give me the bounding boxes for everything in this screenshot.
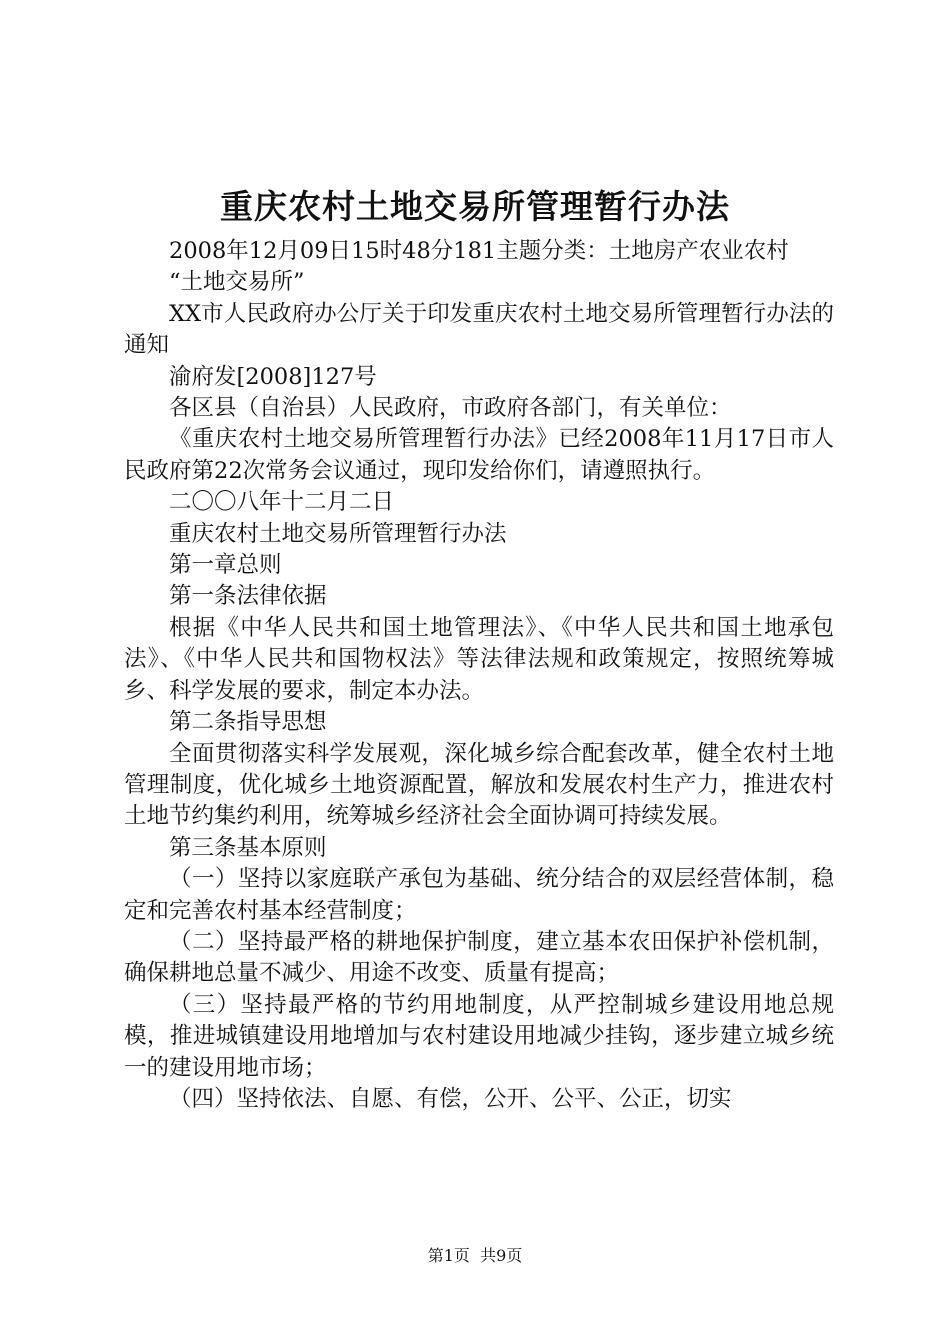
principle-item: （四）坚持依法、自愿、有偿，公开、公平、公正，切实: [169, 1085, 732, 1112]
document-title: 重庆农村土地交易所管理暂行办法: [220, 187, 730, 226]
document-body: [124, 236, 834, 1115]
paragraph-date: 二〇〇八年十二月二日: [169, 489, 395, 516]
article-heading: 第二条指导思想: [169, 709, 327, 736]
paragraph-recipients: 各区县（自治县）人民政府，市政府各部门，有关单位：: [169, 395, 732, 422]
paragraph-notice-body: 《重庆农村土地交易所管理暂行办法》已经2008年11月17日市人民政府第22次常务会议通过，现印发给你们，请遵照执行。: [124, 426, 834, 484]
page-total: 共9页: [480, 1246, 523, 1265]
principle-item: （二）坚持最严格的耕地保护制度，建立基本农田保护补偿机制，确保耕地总量不减少、用途不改变、质量有提高；: [124, 928, 834, 987]
paragraph-measures-title: 重庆农村土地交易所管理暂行办法: [169, 520, 507, 547]
chapter-heading: 第一章总则: [169, 552, 282, 579]
paragraph-text: 根据《中华人民共和国土地管理法》、《中华人民共和国土地承包法》、《中华人民共和国物权法》等法律法规和政策规定，按照统筹城乡、科学发展的要求，制定本办法。: [124, 614, 834, 704]
article-heading: 第一条法律依据: [169, 583, 327, 610]
paragraph-doc-number: 渝府发[2008]127号: [169, 363, 377, 390]
paragraph-meta: 2008年12月09日15时48分181主题分类：土地房产农业农村: [169, 238, 789, 264]
article-heading: 第三条基本原则: [169, 834, 327, 861]
paragraph-keyword: “土地交易所”: [169, 269, 305, 296]
paragraph-notice-title: XX市人民政府办公厅关于印发重庆农村土地交易所管理暂行办法的通知: [124, 300, 834, 359]
paragraph-text: 全面贯彻落实科学发展观，深化城乡综合配套改革，健全农村土地管理制度，优化城乡土地资源配置，解放和发展农村生产力，推进农村土地节约集约利用，统筹城乡经济社会全面协调可持续发展。: [124, 740, 834, 830]
page-number: 第1页: [427, 1246, 470, 1265]
page-footer: [0, 1244, 950, 1268]
principle-item: （一）坚持以家庭联产承包为基础、统分结合的双层经营体制，稳定和完善农村基本经营制度；: [124, 866, 834, 924]
principle-item: （三）坚持最严格的节约用地制度，从严控制城乡建设用地总规模，推进城镇建设用地增加与农村建设用地减少挂钩，逐步建立城乡统一的建设用地市场；: [124, 991, 834, 1081]
